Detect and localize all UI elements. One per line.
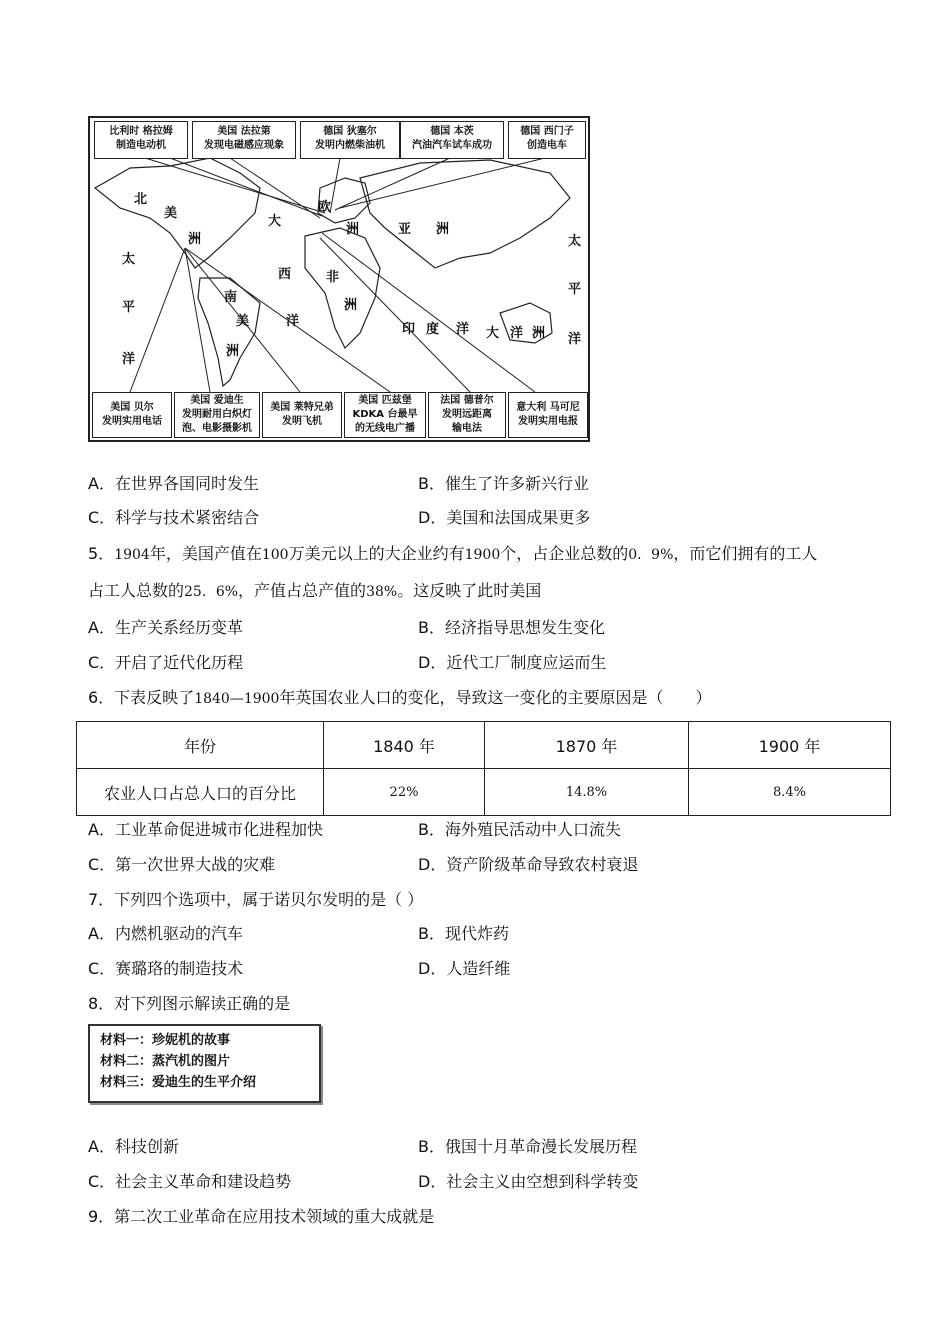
map-label: 北 <box>134 192 148 207</box>
map-label: 南 <box>224 290 238 305</box>
table-cell: 农业人口占总人口的百分比 <box>77 769 324 816</box>
map-label: 非 <box>326 270 340 285</box>
map-box-text: 德国 西门子 创造电车 <box>520 126 574 151</box>
q7-option-b[interactable]: B．现代炸药 <box>418 924 509 943</box>
q5-value: 0．9% <box>628 547 674 563</box>
map-box-bell <box>92 392 172 438</box>
q8-stem: 8．对下列图示解读正确的是 <box>88 994 291 1013</box>
q5-value: 1900 <box>464 547 501 563</box>
map-label: 太 <box>568 234 582 249</box>
q8-materials-box <box>88 1024 321 1103</box>
map-label: 印 <box>402 322 416 337</box>
q5-text: 年，美国产值在 <box>149 544 262 563</box>
q6-stem <box>88 687 711 710</box>
map-label: 洋 <box>456 322 470 337</box>
map-box-faraday <box>192 121 296 159</box>
q8-option-a[interactable]: A．科技创新 <box>88 1137 179 1156</box>
map-box-text: 美国 爱迪生 发明耐用白炽灯 泡、电影摄影机 <box>182 395 252 434</box>
q5-stem-line1 <box>88 543 817 566</box>
q7-option-a[interactable]: A．内燃机驱动的汽车 <box>88 924 243 943</box>
asia-outline <box>360 160 570 268</box>
q4-option-d[interactable]: D．美国和法国成果更多 <box>418 508 591 527</box>
q6-option-d[interactable]: D．资产阶级革命导致农村衰退 <box>418 855 639 874</box>
q5-text: ，产值占总产值的 <box>238 581 367 600</box>
q7-stem: 7．下列四个选项中，属于诺贝尔发明的是（ ） <box>88 890 424 909</box>
q6-text: 年英国农业人口的变化，导致这一变化的主要原因是（ ） <box>279 688 712 707</box>
north-america-outline <box>95 158 260 268</box>
map-box-kdka <box>344 392 426 438</box>
q5-number: 5． <box>88 544 115 563</box>
q5-stem-line2 <box>88 580 541 603</box>
q5-option-b[interactable]: B．经济指导思想发生变化 <box>418 618 605 637</box>
map-label: 太 <box>122 252 136 267</box>
q8-option-c[interactable]: C．社会主义革命和建设趋势 <box>88 1172 292 1191</box>
q5-option-d[interactable]: D．近代工厂制度应运而生 <box>418 653 607 672</box>
q7-option-d[interactable]: D．人造纤维 <box>418 959 511 978</box>
map-box-text: 美国 匹兹堡 KDKA 台最早 的无线电广播 <box>352 395 418 434</box>
map-box-marconi <box>508 392 588 438</box>
q6-population-table <box>76 721 891 816</box>
q9-stem: 9．第二次工业革命在应用技术领域的重大成就是 <box>88 1207 435 1226</box>
q5-text: ，而它们拥有的工人 <box>673 544 818 563</box>
q8-option-d[interactable]: D．社会主义由空想到科学转变 <box>418 1172 639 1191</box>
q5-text: 个，占企业总数的 <box>500 544 629 563</box>
q6-years: 1840—1900 <box>194 691 280 707</box>
map-box-text: 美国 贝尔 发明实用电话 <box>102 402 162 427</box>
q6-option-a[interactable]: A．工业革命促进城市化进程加快 <box>88 820 323 839</box>
q5-option-c[interactable]: C．开启了近代化历程 <box>88 653 244 672</box>
map-box-wright <box>262 392 342 438</box>
map-box-text: 意大利 马可尼 发明实用电报 <box>516 402 580 427</box>
map-label: 美 <box>236 314 250 329</box>
q4-option-c[interactable]: C．科学与技术紧密结合 <box>88 508 260 527</box>
map-box-edison <box>174 392 260 438</box>
q7-option-c[interactable]: C．赛璐珞的制造技术 <box>88 959 244 978</box>
q5-value: 100 <box>261 547 289 563</box>
material-item: 材料一：珍妮机的故事 <box>100 1033 231 1048</box>
map-box-deprez <box>428 392 506 438</box>
table-cell: 8.4% <box>689 769 891 816</box>
map-box-text: 德国 本茨 汽油汽车试车成功 <box>412 126 492 151</box>
table-cell: 22% <box>324 769 485 816</box>
map-label: 洲 <box>436 222 450 237</box>
q4-option-b[interactable]: B．催生了许多新兴行业 <box>418 474 589 493</box>
q5-value: 25．6% <box>184 584 239 600</box>
map-label: 洲 <box>532 326 546 341</box>
map-label: 洲 <box>344 298 358 313</box>
map-box-diesel <box>300 121 400 159</box>
table-header-cell: 1870 年 <box>485 722 689 769</box>
map-box-text: 德国 狄塞尔 发明内燃柴油机 <box>315 126 385 151</box>
table-row <box>77 769 891 816</box>
q8-option-b[interactable]: B．俄国十月革命漫长发展历程 <box>418 1137 637 1156</box>
map-label: 平 <box>122 300 136 315</box>
table-header-cell: 年份 <box>77 722 324 769</box>
table-header-cell: 1900 年 <box>689 722 891 769</box>
q5-text: 。这反映了此时美国 <box>397 581 542 600</box>
q5-text: 占工人总数的 <box>88 581 185 600</box>
q6-option-b[interactable]: B．海外殖民活动中人口流失 <box>418 820 621 839</box>
q5-option-a[interactable]: A．生产关系经历变革 <box>88 618 243 637</box>
map-label: 度 <box>426 322 440 337</box>
q5-value: 38% <box>366 584 398 600</box>
map-label: 洋 <box>122 352 136 367</box>
material-item: 材料三：爱迪生的生平介绍 <box>100 1075 257 1090</box>
q6-option-c[interactable]: C．第一次世界大战的灾难 <box>88 855 276 874</box>
map-label: 洲 <box>346 222 360 237</box>
q5-year: 1904 <box>114 547 150 563</box>
map-box-text: 美国 莱特兄弟 发明飞机 <box>270 402 334 427</box>
map-label: 洋 <box>286 314 300 329</box>
map-label: 大 <box>486 326 500 341</box>
q6-text: 6．下表反映了 <box>88 688 195 707</box>
map-label: 洋 <box>510 326 524 341</box>
map-label: 亚 <box>398 222 412 237</box>
map-box-benz <box>400 121 504 159</box>
map-label: 平 <box>568 282 582 297</box>
map-box-text: 法国 德普尔 发明远距离 输电法 <box>440 395 494 434</box>
map-label: 洲 <box>188 232 202 247</box>
inventions-world-map <box>88 116 590 442</box>
map-label: 美 <box>164 206 178 221</box>
map-label: 洋 <box>568 332 582 347</box>
material-item: 材料二：蒸汽机的图片 <box>100 1054 231 1069</box>
table-cell: 14.8% <box>485 769 689 816</box>
table-header-row <box>77 722 891 769</box>
map-box-siemens <box>508 121 586 159</box>
q5-text: 万美元以上的大企业约有 <box>288 544 465 563</box>
map-label: 大 <box>268 214 282 229</box>
map-label: 西 <box>278 267 292 282</box>
map-box-text: 比利时 格拉姆 制造电动机 <box>109 126 173 151</box>
map-label: 欧 <box>318 200 332 215</box>
table-header-cell: 1840 年 <box>324 722 485 769</box>
map-box-gramme <box>94 121 188 159</box>
q4-option-a[interactable]: A．在世界各国同时发生 <box>88 474 259 493</box>
map-box-text: 美国 法拉第 发现电磁感应现象 <box>204 126 284 151</box>
map-label: 洲 <box>226 344 240 359</box>
